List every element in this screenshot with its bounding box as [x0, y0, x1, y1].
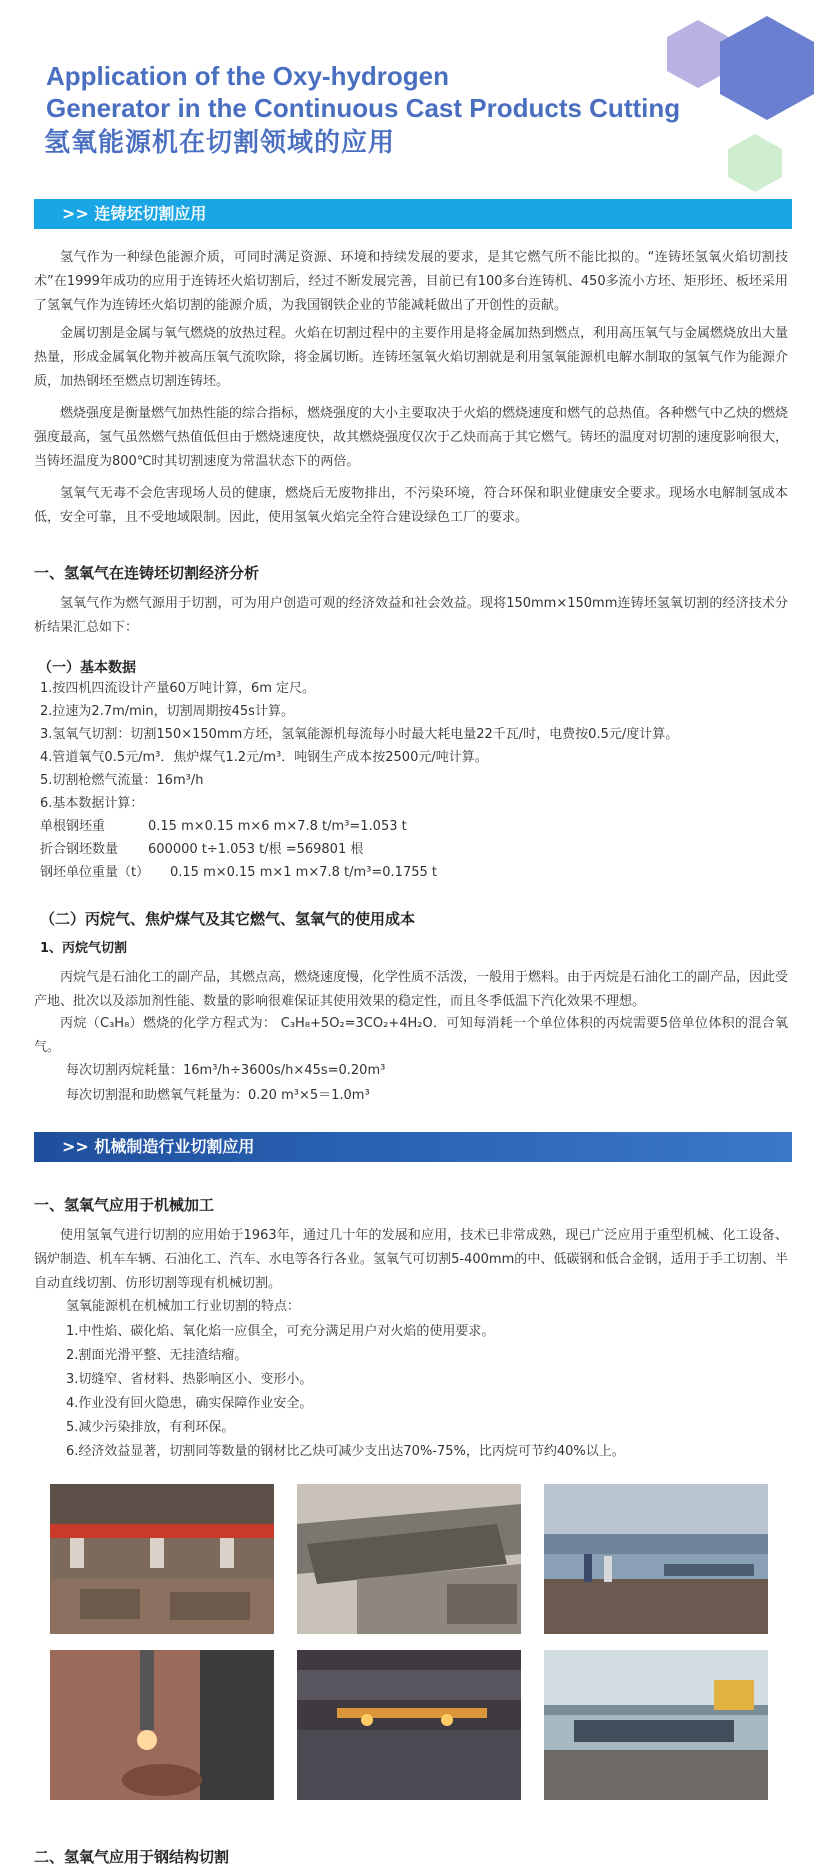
calc-row-unit-weight [40, 862, 437, 884]
title-english-line-2: Generator in the Continuous Cast Products Cutting [46, 93, 681, 123]
steel-structure-heading: 二、氢氧气应用于钢结构切割 [34, 1848, 230, 1866]
features-intro: 氢氧能源机在机械加工行业切割的特点： [66, 1299, 301, 1314]
propane-heading: 1、丙烷气切割 [40, 941, 128, 956]
basic-item-5: 5.切割枪燃气流量：16m³/h [40, 773, 204, 788]
hexagon-decoration-green [726, 132, 784, 194]
photo-cut-steel-plates [297, 1484, 521, 1634]
calc-value: 0.15 m×0.15 m×1 m×7.8 t/m³=0.1755 t [170, 865, 437, 880]
feature-2: 2.割面光滑平整、无挂渣结瘤。 [66, 1348, 248, 1363]
feature-5: 5.减少污染排放，有利环保。 [66, 1420, 235, 1435]
calc-value: 600000 t÷1.053 t/根 =569801 根 [148, 842, 364, 857]
title-chinese: 氢氧能源机在切割领域的应用 [44, 128, 396, 158]
calc-label: 单根钢坯重 [40, 819, 106, 834]
basic-item-6: 6.基本数据计算： [40, 796, 144, 811]
analysis-heading: 一、氢氧气在连铸坯切割经济分析 [34, 564, 260, 582]
analysis-intro: 氢氧气作为燃气源用于切割，可为用户创造可观的经济效益和社会效益。现将150mm×150mm连铸坯氢氧切割的经济技术分析结果汇总如下： [34, 596, 788, 635]
feature-1: 1.中性焰、碳化焰、氧化焰一应俱全，可充分满足用户对火焰的使用要求。 [66, 1324, 495, 1339]
calc-label: 折合钢坯数量 [40, 842, 119, 857]
photo-torch-sparks [50, 1650, 274, 1800]
calc-label: 钢坯单位重量（t） [40, 865, 150, 880]
photo-workshop-workers [544, 1484, 768, 1634]
calc-row-billet-weight [40, 816, 407, 838]
basic-item-4: 4.管道氧气0.5元/m³．焦炉煤气1.2元/m³．吨钢生产成本按2500元/吨计算。 [40, 750, 488, 765]
basic-item-1: 1.按四机四流设计产量60万吨计算，6m 定尺。 [40, 681, 316, 696]
title-english-line-1: Application of the Oxy-hydrogen [46, 61, 450, 91]
feature-3: 3.切缝窄、省材料、热影响区小、变形小。 [66, 1372, 313, 1387]
basic-item-2: 2.拉速为2.7m/min，切割周期按45s计算。 [40, 704, 294, 719]
intro-paragraph-1: 氢气作为一种绿色能源介质，可同时满足资源、环境和持续发展的要求，是其它燃气所不能比拟的。“连铸坯氢氧火焰切割技术”在1999年成功的应用于连铸坯火焰切割后，经过不断发展完善，目前已有100多台连铸机、450多流小方坯、矩形坯、板坯采用了氢氧气作为连铸坯火焰切割的能源介质，为我国钢铁企业的节能减耗做出了开创性的贡献。 [34, 250, 788, 313]
calc-value: 0.15 m×0.15 m×6 m×7.8 t/m³=1.053 t [148, 819, 407, 834]
propane-paragraph-2: 丙烷（C₃H₈）燃烧的化学方程式为： C₃H₈+5O₂=3CO₂+4H₂O．可知每消耗一个单位体积的丙烷需要5倍单位体积的混合氧气。 [34, 1016, 788, 1055]
fuel-cost-heading: （二）丙烷气、焦炉煤气及其它燃气、氢氧气的使用成本 [40, 910, 416, 928]
section-banner-machinery: >> 机械制造行业切割应用 [34, 1132, 792, 1162]
propane-calc-2: 每次切割混和助燃氧气耗量为：0.20 m³×5＝1.0m³ [66, 1088, 370, 1103]
machining-heading: 一、氢氧气应用于机械加工 [34, 1196, 215, 1214]
photo-gantry-cutting-machine [50, 1484, 274, 1634]
photo-factory-floor [544, 1650, 768, 1800]
basic-data-heading: （一）基本数据 [38, 660, 136, 676]
hexagon-decoration-blue [718, 14, 816, 122]
photo-flame-cutting-line [297, 1650, 521, 1800]
calc-row-billet-count [40, 839, 363, 861]
feature-4: 4.作业没有回火隐患，确实保障作业安全。 [66, 1396, 313, 1411]
section-banner-continuous-cast: >> 连铸坯切割应用 [34, 199, 792, 229]
propane-paragraph-1: 丙烷气是石油化工的副产品，其燃点高，燃烧速度慢，化学性质不活泼，一般用于燃料。由于丙烷是石油化工的副产品，因此受产地、批次以及添加剂性能、数量的影响很难保证其使用效果的稳定性，而且冬季低温下汽化效果不理想。 [34, 970, 789, 1009]
propane-calc-1: 每次切割丙烷耗量：16m³/h÷3600s/h×45s=0.20m³ [66, 1063, 386, 1078]
basic-item-3: 3.氢氧气切割：切割150×150mm方坯，氢氧能源机每流每小时最大耗电量22千瓦/时，电费按0.5元/度计算。 [40, 727, 679, 742]
intro-paragraph-2: 金属切割是金属与氧气燃烧的放热过程。火焰在切割过程中的主要作用是将金属加热到燃点，利用高压氧气与金属燃烧放出大量热量，形成金属氧化物并被高压氧气流吹除，将金属切断。连铸坯氢氧火焰切割就是利用氢氧能源机电解水制取的氢氧气作为能源介质，加热钢坯至燃点切割连铸坯。 [34, 326, 789, 389]
intro-paragraph-3: 燃烧强度是衡量燃气加热性能的综合指标，燃烧强度的大小主要取决于火焰的燃烧速度和燃气的总热值。各种燃气中乙炔的燃烧强度最高，氢气虽然燃气热值低但由于燃烧速度快，故其燃烧强度仅次于乙炔而高于其它燃气。铸坯的温度对切割的速度影响很大，当铸坯温度为800℃时其切割速度为常温状态下的两倍。 [34, 406, 789, 469]
machining-paragraph: 使用氢氧气进行切割的应用始于1963年，通过几十年的发展和应用，技术已非常成熟，现已广泛应用于重型机械、化工设备、锅炉制造、机车车辆、石油化工、汽车、水电等各行各业。氢氧气可切割5-400mm的中、低碳钢和低合金钢，适用于手工切割、半自动直线切割、仿形切割等现有机械切割。 [34, 1228, 788, 1291]
feature-6: 6.经济效益显著，切割同等数量的钢材比乙炔可减少支出达70%-75%，比丙烷可节约40%以上。 [66, 1444, 625, 1459]
intro-paragraph-4: 氢氧气无毒不会危害现场人员的健康，燃烧后无废物排出，不污染环境，符合环保和职业健康安全要求。现场水电解制氢成本低，安全可靠，且不受地域限制。因此，使用氢氧火焰完全符合建设绿色工厂的要求。 [34, 486, 788, 525]
